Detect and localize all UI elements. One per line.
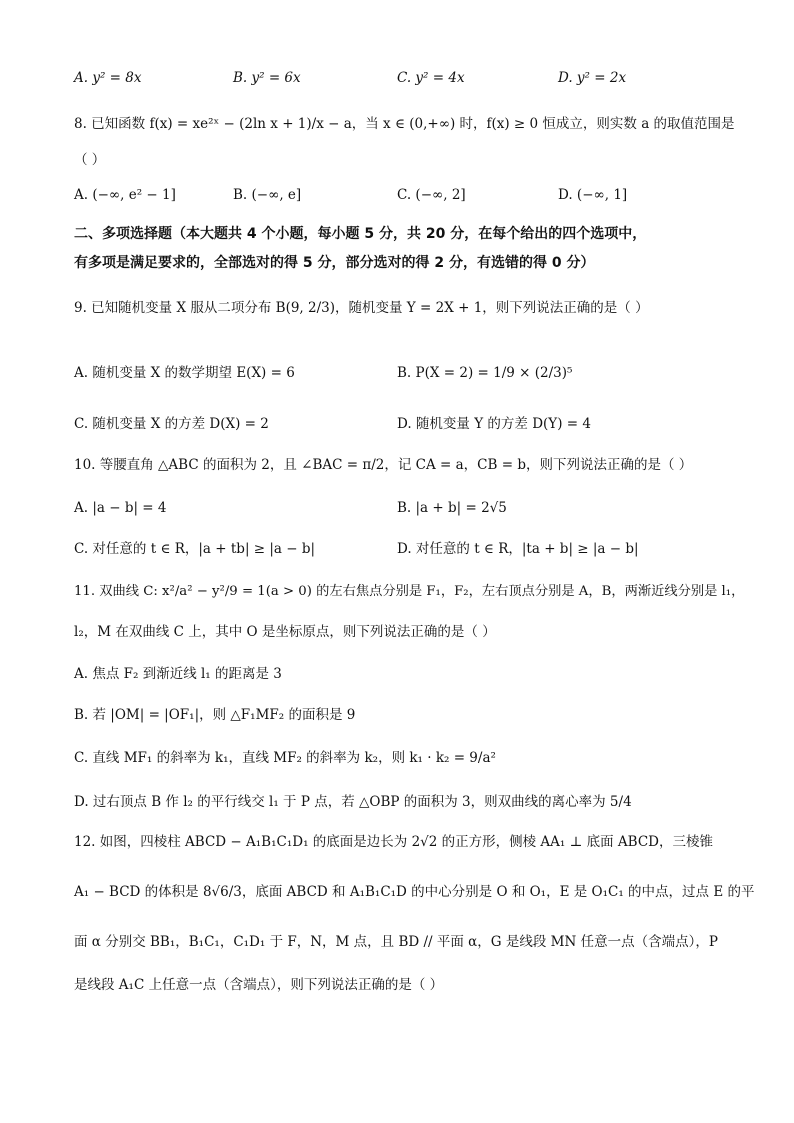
q11-option-b: B. 若 |OM| = |OF₁|，则 △F₁MF₂ 的面积是 9 [74,707,356,723]
q11-stem-2: l₂，M 在双曲线 C 上，其中 O 是坐标原点，则下列说法正确的是（ ） [74,624,496,640]
q9-option-a: A. 随机变量 X 的数学期望 E(X) = 6 [74,365,295,381]
q8-option-c: C. (−∞, 2] [397,187,466,203]
section-heading-2: 有多项是满足要求的，全部选对的得 5 分，部分选对的得 2 分，有选错的得 0 分） [74,255,595,271]
option-b: B. y² = 6x [233,70,301,86]
q11-stem: 11. 双曲线 C: x²/a² − y²/9 = 1(a > 0) 的左右焦点分别是 F₁，F₂，左右顶点分别是 A，B，两渐近线分别是 l₁， [74,584,745,599]
q9-option-d: D. 随机变量 Y 的方差 D(Y) = 4 [397,416,591,432]
q10-option-b: B. |a + b| = 2√5 [397,500,507,516]
q10-stem: 10. 等腰直角 △ABC 的面积为 2，且 ∠BAC = π/2，记 CA = a，CB = b，则下列说法正确的是（ ） [74,457,693,473]
q10-option-d: D. 对任意的 t ∈ R，|ta + b| ≥ |a − b| [397,541,639,557]
q8-option-b: B. (−∞, e] [233,187,302,203]
q8-option-a: A. (−∞, e² − 1] [74,187,176,203]
q12-line-2: A₁ − BCD 的体积是 8√6/3，底面 ABCD 和 A₁B₁C₁D 的中心分别是 O 和 O₁，E 是 O₁C₁ 的中点，过点 E 的平 [74,884,755,900]
section-heading: 二、多项选择题（本大题共 4 个小题，每小题 5 分，共 20 分，在每个给出的四个选项中， [74,226,647,242]
q8-option-d: D. (−∞, 1] [558,187,628,203]
q8-stem: 8. 已知函数 f(x) = xe²ˣ − (2ln x + 1)/x − a，当 x ∈ (0,+∞) 时，f(x) ≥ 0 恒成立，则实数 a 的取值范围是 [74,116,735,132]
q11-option-d: D. 过右顶点 B 作 l₂ 的平行线交 l₁ 于 P 点，若 △OBP 的面积为 3，则双曲线的离心率为 5/4 [74,794,632,810]
q10-option-c: C. 对任意的 t ∈ R，|a + tb| ≥ |a − b| [74,541,316,557]
q12-line-1: 12. 如图，四棱柱 ABCD − A₁B₁C₁D₁ 的底面是边长为 2√2 的正方形，侧棱 AA₁ ⊥ 底面 ABCD，三棱锥 [74,834,713,850]
q9-option-b: B. P(X = 2) = 1/9 × (2/3)⁵ [397,365,573,381]
q9-option-c: C. 随机变量 X 的方差 D(X) = 2 [74,416,269,432]
option-d: D. y² = 2x [558,70,627,86]
q11-option-a: A. 焦点 F₂ 到渐近线 l₁ 的距离是 3 [74,666,282,682]
q12-line-4: 是线段 A₁C 上任意一点（含端点），则下列说法正确的是（ ） [74,977,444,993]
q10-option-a: A. |a − b| = 4 [74,500,167,516]
q12-line-3: 面 α 分别交 BB₁，B₁C₁，C₁D₁ 于 F，N，M 点，且 BD // 平面 α，G 是线段 MN 任意一点（含端点），P [74,934,718,950]
q11-option-c: C. 直线 MF₁ 的斜率为 k₁，直线 MF₂ 的斜率为 k₂，则 k₁ · k₂ = 9/a² [74,750,496,766]
option-a: A. y² = 8x [74,70,142,86]
option-c: C. y² = 4x [397,70,465,86]
q9-stem: 9. 已知随机变量 X 服从二项分布 B(9, 2/3)，随机变量 Y = 2X + 1，则下列说法正确的是（ ） [74,300,649,316]
q8-paren: （ ） [74,152,106,168]
